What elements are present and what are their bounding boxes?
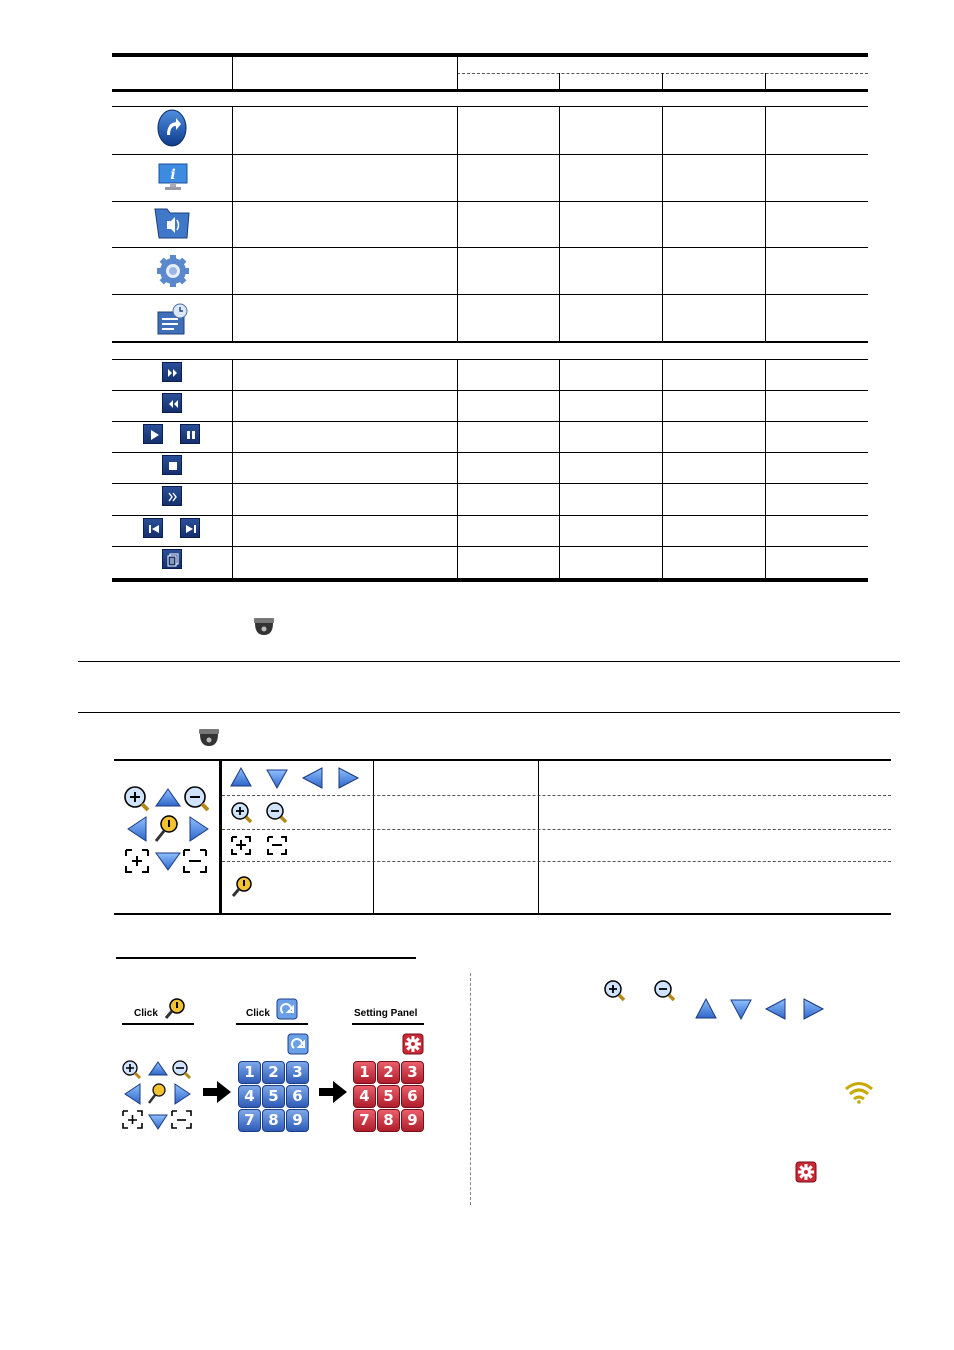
number-key: 7: [353, 1109, 376, 1132]
ptz-arrow-icons: [230, 766, 360, 790]
row-line: [112, 421, 868, 422]
col-line: [232, 57, 233, 89]
zoom-in-icon: [125, 787, 148, 810]
snapshot-list-icon: [162, 549, 182, 569]
row-line: [112, 452, 868, 453]
col-line: [232, 107, 233, 342]
number-key: 8: [262, 1109, 285, 1132]
section-underline: [116, 957, 416, 959]
play-icon: [143, 424, 163, 444]
click-label-2: Click: [246, 1008, 270, 1019]
col-line: [559, 107, 560, 342]
col-line: [457, 360, 458, 579]
pause-icon: [180, 424, 200, 444]
setting-panel-label: Setting Panel: [354, 1008, 418, 1019]
number-key: 3: [401, 1061, 424, 1084]
col-line: [457, 107, 458, 342]
ptz-bottom-border: [114, 913, 891, 915]
note-rule-bottom: [78, 712, 900, 713]
number-key: 1: [238, 1061, 261, 1084]
number-key: 2: [262, 1061, 285, 1084]
return-icon: [156, 108, 188, 148]
col-line: [538, 761, 539, 913]
settings-gear-icon: [157, 254, 189, 288]
return-icon: [287, 1033, 309, 1055]
ptz-control-pad-small: [120, 1057, 195, 1132]
panel-underline: [236, 1023, 308, 1025]
svg-text:i: i: [170, 167, 176, 183]
header-bottom-border: [112, 89, 868, 92]
row-line: [112, 247, 868, 248]
next-icon: [180, 518, 200, 538]
table-bottom-border: [112, 578, 868, 582]
column-separator: [470, 973, 471, 1205]
number-key: 7: [238, 1109, 261, 1132]
col-line: [457, 57, 458, 89]
red-number-grid: [353, 1061, 425, 1131]
col-line: [559, 73, 560, 89]
row-line: [112, 390, 868, 391]
number-key: 3: [286, 1061, 309, 1084]
ptz-zoom-icons: [230, 801, 294, 825]
col-line: [559, 360, 560, 579]
stop-icon: [162, 455, 182, 475]
number-key: 4: [353, 1085, 376, 1108]
wifi-icon: [843, 1080, 875, 1104]
ptz-row-dash: [222, 861, 891, 862]
ptz-row-dash: [222, 829, 891, 830]
ptz-top-border: [114, 759, 891, 761]
dome-camera-icon: [253, 617, 275, 637]
col-line: [662, 360, 663, 579]
blue-number-grid: [238, 1061, 310, 1131]
return-icon: [276, 998, 298, 1020]
click-label-1: Click: [134, 1008, 158, 1019]
prev-icon: [143, 518, 163, 538]
number-key: 6: [286, 1085, 309, 1108]
ptz-row-dash: [222, 795, 891, 796]
row-line: [112, 154, 868, 155]
row-line: [112, 483, 868, 484]
panel-underline: [352, 1023, 424, 1025]
number-key: 1: [353, 1061, 376, 1084]
section-line-2: [112, 359, 868, 360]
zoom-in-icon: [603, 979, 627, 1003]
flow-arrow-icon: [318, 1080, 348, 1104]
dome-camera-icon: [198, 728, 220, 748]
ptz-thick-divider: [219, 761, 222, 913]
ptz-focus-icons: [230, 835, 294, 857]
panel-underline: [122, 1023, 194, 1025]
audio-folder-icon: [153, 205, 193, 241]
table-top-border: [112, 53, 868, 57]
ptz-arrow-icons: [694, 997, 826, 1021]
col-line: [662, 107, 663, 342]
number-key: 9: [286, 1109, 309, 1132]
note-rule-top: [78, 661, 900, 662]
number-key: 4: [238, 1085, 261, 1108]
row-line: [112, 201, 868, 202]
slow-icon: [162, 486, 182, 506]
number-key: 5: [377, 1085, 400, 1108]
number-key: 6: [401, 1085, 424, 1108]
settings-gear-icon: [402, 1033, 424, 1055]
col-line: [232, 360, 233, 579]
number-key: 8: [377, 1109, 400, 1132]
fast-forward-icon: [162, 362, 182, 382]
info-monitor-icon: [157, 161, 189, 193]
row-line: [112, 294, 868, 295]
preset-key-icon: [230, 875, 254, 899]
ptz-control-pad: [122, 784, 214, 876]
flow-arrow-icon: [202, 1080, 232, 1104]
settings-gear-icon: [795, 1161, 817, 1183]
number-key: 9: [401, 1109, 424, 1132]
schedule-icon: [156, 302, 190, 336]
col-line: [373, 761, 374, 913]
col-line: [765, 107, 766, 342]
row-line: [112, 341, 868, 343]
number-key: 5: [262, 1085, 285, 1108]
col-line: [765, 360, 766, 579]
row-line: [112, 546, 868, 547]
col-line: [662, 73, 663, 89]
preset-key-icon: [163, 997, 187, 1021]
number-key: 2: [377, 1061, 400, 1084]
row-line: [112, 515, 868, 516]
section-line-1: [112, 106, 868, 107]
col-line: [765, 73, 766, 89]
rewind-icon: [162, 393, 182, 413]
zoom-out-icon: [653, 979, 677, 1003]
